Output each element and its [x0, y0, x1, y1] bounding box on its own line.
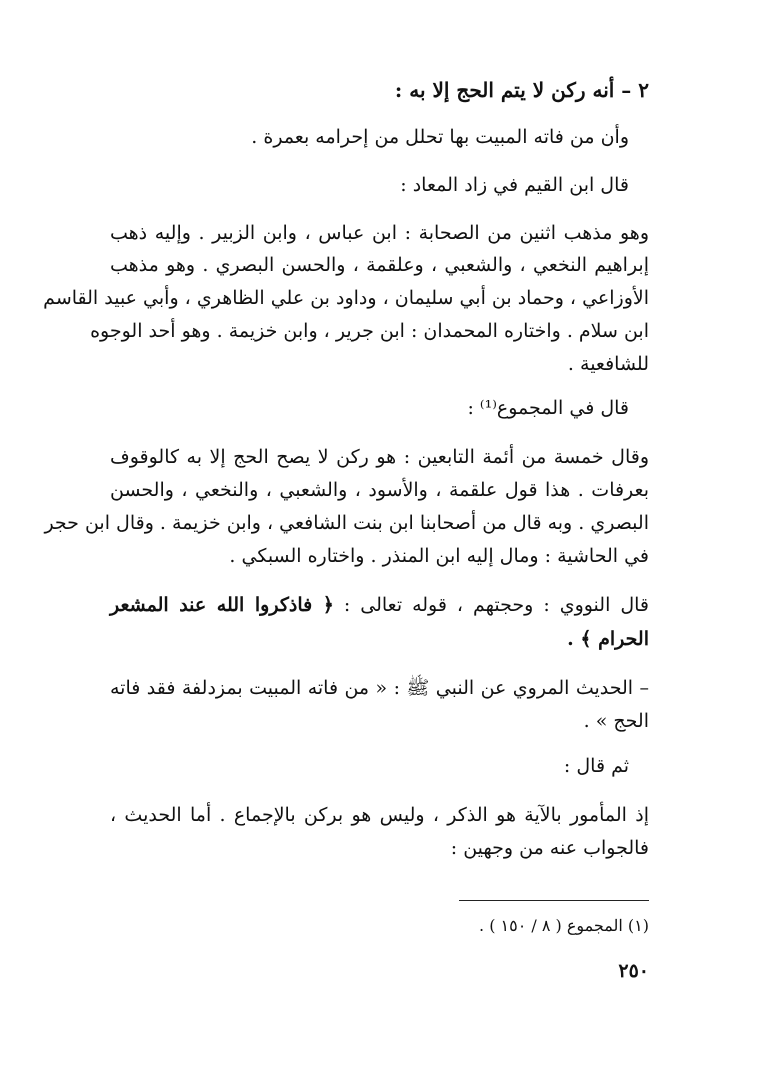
text-line: وهو مذهب اثنين من الصحابة : ابن عباس ، وابن الزبير . وإليه ذهب — [110, 222, 649, 244]
text-line: فالجواب عنه من وجهين : — [450, 837, 649, 859]
text-line: الأوزاعي ، وحماد بن أبي سليمان ، وداود بن علي الظاهري ، وأبي عبيد القاسم — [43, 287, 649, 309]
text-line: في الحاشية : ومال إليه ابن المنذر . واختاره السبكي . — [229, 545, 649, 567]
text-line: البصري . وبه قال من أصحابنا ابن بنت الشافعي ، وابن خزيمة . وقال ابن حجر — [44, 512, 649, 534]
text-line: وقال خمسة من أئمة التابعين : هو ركن لا يصح الحج إلا به كالوقوف — [110, 446, 649, 468]
quran-verse-continued: الحرام ﴾ . — [567, 628, 649, 650]
text-segment: قال النووي : وحجتهم ، قوله تعالى : — [333, 594, 650, 616]
page-number: ٢٥٠ — [618, 960, 649, 982]
footnote-divider — [459, 900, 649, 901]
text-line: ابن سلام . واختاره المحمدان : ابن جرير ، وابن خزيمة . وهو أحد الوجوه — [90, 320, 649, 342]
quran-verse: ﴿ فاذكروا الله عند المشعر — [110, 594, 334, 616]
text-line: بعرفات . هذا قول علقمة ، والأسود ، والشعبي ، والنخعي ، والحسن — [110, 479, 649, 501]
text-line: قال في المجموع⁽¹⁾ : — [467, 397, 629, 419]
text-line — [110, 596, 649, 615]
text-line: ثم قال : — [563, 755, 629, 777]
text-line: الحج » . — [583, 710, 649, 732]
footnote: (١) المجموع ( ٨ / ١٥٠ ) . — [479, 916, 649, 935]
text-line: وأن من فاته المبيت بها تحلل من إحرامه بعمرة . — [251, 126, 629, 148]
text-line: إذ المأمور بالآية هو الذكر ، وليس هو بركن بالإجماع . أما الحديث ، — [110, 804, 649, 826]
text-line: إبراهيم النخعي ، والشعبي ، وعلقمة ، والحسن البصري . وهو مذهب — [110, 254, 649, 276]
section-heading: ٢ – أنه ركن لا يتم الحج إلا به : — [394, 78, 649, 102]
text-line: للشافعية . — [567, 353, 649, 375]
text-line: – الحديث المروي عن النبي ﷺ : « من فاته المبيت بمزدلفة فقد فاته — [110, 677, 649, 699]
text-line: قال ابن القيم في زاد المعاد : — [400, 174, 629, 196]
